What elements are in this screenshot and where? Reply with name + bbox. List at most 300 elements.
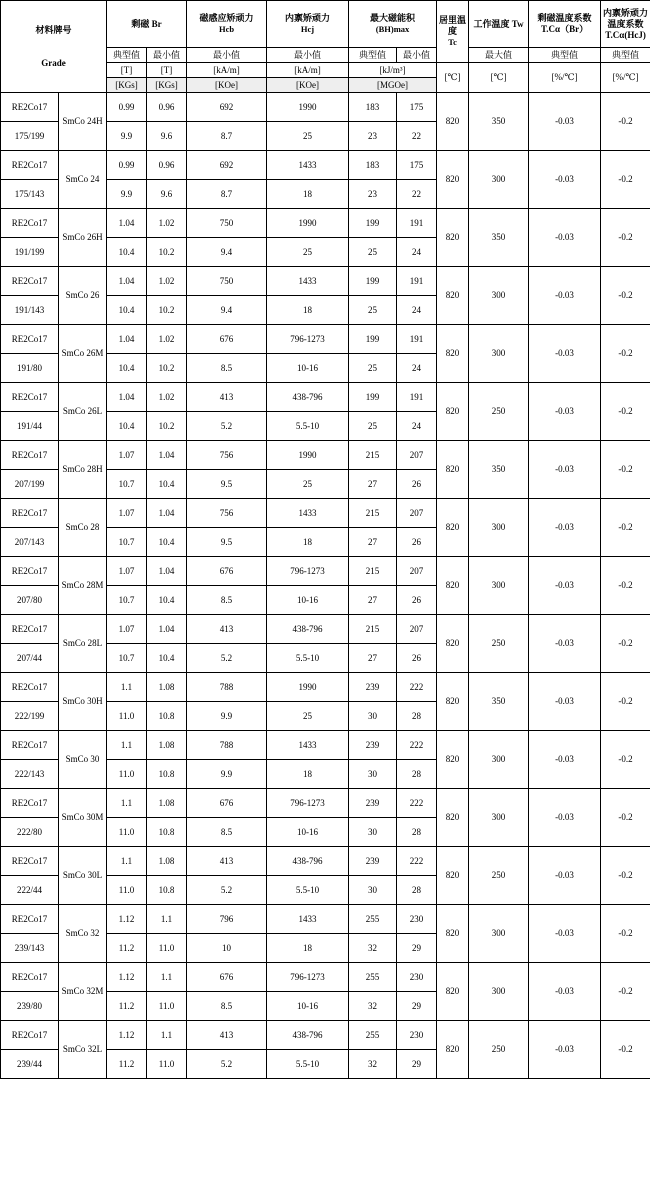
- br-typ-kgs: 11.2: [107, 934, 147, 963]
- work-temp: 300: [469, 731, 529, 789]
- br-min-kgs: 10.4: [147, 644, 187, 673]
- bh-typ-kj: 199: [349, 325, 397, 354]
- header-typ: 典型值: [349, 48, 397, 63]
- bh-min-kj: 230: [397, 1021, 437, 1050]
- temp-coef-hcj: -0.2: [601, 557, 650, 615]
- hcj-koe: 25: [267, 702, 349, 731]
- header-br: 剩磁 Br: [107, 1, 187, 48]
- bh-typ-mgoe: 30: [349, 760, 397, 789]
- hcj-koe: 5.5-10: [267, 876, 349, 905]
- curie-temp: 820: [437, 847, 469, 905]
- unit-c: [℃]: [437, 63, 469, 93]
- br-min-t: 0.96: [147, 151, 187, 180]
- work-temp: 300: [469, 499, 529, 557]
- hcj-ka: 1433: [267, 499, 349, 528]
- grade-code-sub: 207/143: [1, 528, 59, 557]
- br-typ-kgs: 11.0: [107, 702, 147, 731]
- work-temp: 300: [469, 905, 529, 963]
- br-min-kgs: 10.4: [147, 470, 187, 499]
- hcb-ka: 676: [187, 963, 267, 992]
- grade-code-sub: 239/143: [1, 934, 59, 963]
- bh-min-kj: 222: [397, 789, 437, 818]
- curie-temp: 820: [437, 615, 469, 673]
- br-typ-kgs: 10.7: [107, 644, 147, 673]
- hcj-koe: 25: [267, 470, 349, 499]
- br-min-kgs: 10.4: [147, 586, 187, 615]
- hcj-ka: 1433: [267, 151, 349, 180]
- br-typ-t: 1.1: [107, 731, 147, 760]
- bh-min-kj: 230: [397, 963, 437, 992]
- br-min-t: 1.08: [147, 789, 187, 818]
- hcb-koe: 8.5: [187, 992, 267, 1021]
- curie-temp: 820: [437, 441, 469, 499]
- unit-koe: [KOe]: [187, 78, 267, 93]
- hcj-koe: 10-16: [267, 586, 349, 615]
- br-typ-kgs: 9.9: [107, 122, 147, 151]
- br-typ-kgs: 11.0: [107, 760, 147, 789]
- hcj-ka: 796-1273: [267, 789, 349, 818]
- br-typ-t: 1.04: [107, 209, 147, 238]
- table-row: [1, 557, 650, 586]
- grade-name: SmCo 24H: [59, 93, 107, 151]
- grade-code-sub: 222/143: [1, 760, 59, 789]
- temp-coef-hcj: -0.2: [601, 1021, 650, 1079]
- work-temp: 300: [469, 267, 529, 325]
- temp-coef-br: -0.03: [529, 267, 601, 325]
- hcj-koe: 18: [267, 934, 349, 963]
- bh-min-mgoe: 24: [397, 296, 437, 325]
- br-min-t: 1.02: [147, 325, 187, 354]
- bh-typ-mgoe: 25: [349, 238, 397, 267]
- hcb-koe: 8.5: [187, 354, 267, 383]
- br-typ-t: 0.99: [107, 93, 147, 122]
- work-temp: 250: [469, 847, 529, 905]
- grade-name: SmCo 28H: [59, 441, 107, 499]
- temp-coef-hcj: -0.2: [601, 325, 650, 383]
- bh-min-mgoe: 26: [397, 586, 437, 615]
- header-min: 最小值: [187, 48, 267, 63]
- bh-typ-mgoe: 32: [349, 1050, 397, 1079]
- bh-min-kj: 222: [397, 731, 437, 760]
- br-typ-t: 1.1: [107, 789, 147, 818]
- bh-min-mgoe: 26: [397, 470, 437, 499]
- grade-code: RE2Co17: [1, 905, 59, 934]
- bh-typ-mgoe: 23: [349, 180, 397, 209]
- hcb-koe: 5.2: [187, 644, 267, 673]
- temp-coef-hcj: -0.2: [601, 789, 650, 847]
- hcb-ka: 796: [187, 905, 267, 934]
- curie-temp: 820: [437, 905, 469, 963]
- work-temp: 300: [469, 325, 529, 383]
- curie-temp: 820: [437, 789, 469, 847]
- hcj-koe: 25: [267, 122, 349, 151]
- grade-code: RE2Co17: [1, 789, 59, 818]
- bh-typ-mgoe: 30: [349, 702, 397, 731]
- grade-code-sub: 191/80: [1, 354, 59, 383]
- grade-code-sub: 191/199: [1, 238, 59, 267]
- hcj-ka: 1433: [267, 905, 349, 934]
- br-min-kgs: 11.0: [147, 934, 187, 963]
- br-min-t: 1.04: [147, 615, 187, 644]
- bh-typ-mgoe: 27: [349, 586, 397, 615]
- header-hcb: 磁感应矫顽力 Hcb: [187, 1, 267, 48]
- table-row: [1, 151, 650, 180]
- hcj-ka: 438-796: [267, 847, 349, 876]
- header-tc-hcj: 内禀矫顽力温度系数 T.Cα(HcJ): [601, 1, 650, 48]
- hcj-koe: 10-16: [267, 818, 349, 847]
- grade-name: SmCo 28L: [59, 615, 107, 673]
- table-row: [1, 383, 650, 412]
- unit-ka: [kA/m]: [267, 63, 349, 78]
- temp-coef-br: -0.03: [529, 557, 601, 615]
- table-row: [1, 673, 650, 702]
- temp-coef-hcj: -0.2: [601, 383, 650, 441]
- temp-coef-hcj: -0.2: [601, 963, 650, 1021]
- grade-code-sub: 222/44: [1, 876, 59, 905]
- bh-typ-mgoe: 32: [349, 992, 397, 1021]
- hcj-ka: 796-1273: [267, 325, 349, 354]
- bh-typ-mgoe: 23: [349, 122, 397, 151]
- unit-pct: [%/℃]: [529, 63, 601, 93]
- br-typ-kgs: 10.7: [107, 470, 147, 499]
- bh-min-mgoe: 29: [397, 1050, 437, 1079]
- hcj-ka: 438-796: [267, 383, 349, 412]
- hcb-ka: 676: [187, 557, 267, 586]
- bh-typ-mgoe: 25: [349, 412, 397, 441]
- unit-kj: [kJ/m³]: [349, 63, 437, 78]
- curie-temp: 820: [437, 557, 469, 615]
- br-min-t: 1.04: [147, 441, 187, 470]
- grade-code-sub: 175/143: [1, 180, 59, 209]
- bh-min-mgoe: 26: [397, 528, 437, 557]
- hcj-ka: 1990: [267, 673, 349, 702]
- grade-code-sub: 239/80: [1, 992, 59, 1021]
- hcj-ka: 1433: [267, 267, 349, 296]
- hcb-koe: 9.4: [187, 238, 267, 267]
- temp-coef-br: -0.03: [529, 905, 601, 963]
- temp-coef-br: -0.03: [529, 209, 601, 267]
- br-typ-kgs: 11.0: [107, 876, 147, 905]
- grade-name: SmCo 26L: [59, 383, 107, 441]
- curie-temp: 820: [437, 325, 469, 383]
- temp-coef-hcj: -0.2: [601, 267, 650, 325]
- bh-min-kj: 207: [397, 615, 437, 644]
- bh-typ-kj: 255: [349, 905, 397, 934]
- grade-code: RE2Co17: [1, 441, 59, 470]
- temp-coef-hcj: -0.2: [601, 905, 650, 963]
- bh-typ-kj: 183: [349, 151, 397, 180]
- bh-min-kj: 191: [397, 325, 437, 354]
- unit-t: [T]: [107, 63, 147, 78]
- hcb-ka: 413: [187, 615, 267, 644]
- grade-code-sub: 191/44: [1, 412, 59, 441]
- hcj-koe: 18: [267, 180, 349, 209]
- temp-coef-br: -0.03: [529, 847, 601, 905]
- bh-typ-kj: 255: [349, 1021, 397, 1050]
- bh-typ-kj: 239: [349, 847, 397, 876]
- hcb-ka: 676: [187, 325, 267, 354]
- br-typ-kgs: 10.4: [107, 238, 147, 267]
- bh-typ-mgoe: 27: [349, 644, 397, 673]
- unit-kgs: [KGs]: [107, 78, 147, 93]
- work-temp: 350: [469, 93, 529, 151]
- unit-mgoe: [MGOe]: [349, 78, 437, 93]
- bh-min-mgoe: 29: [397, 992, 437, 1021]
- bh-typ-mgoe: 27: [349, 470, 397, 499]
- grade-code: RE2Co17: [1, 325, 59, 354]
- br-typ-t: 1.12: [107, 905, 147, 934]
- hcb-ka: 750: [187, 209, 267, 238]
- hcb-ka: 788: [187, 673, 267, 702]
- bh-typ-kj: 215: [349, 441, 397, 470]
- hcj-koe: 18: [267, 528, 349, 557]
- br-typ-kgs: 11.2: [107, 992, 147, 1021]
- hcb-koe: 5.2: [187, 412, 267, 441]
- bh-min-mgoe: 28: [397, 760, 437, 789]
- curie-temp: 820: [437, 93, 469, 151]
- grade-code: RE2Co17: [1, 499, 59, 528]
- temp-coef-hcj: -0.2: [601, 731, 650, 789]
- work-temp: 300: [469, 963, 529, 1021]
- br-typ-t: 1.04: [107, 383, 147, 412]
- br-typ-kgs: 10.7: [107, 528, 147, 557]
- hcb-koe: 5.2: [187, 876, 267, 905]
- br-min-kgs: 10.8: [147, 876, 187, 905]
- br-min-t: 1.02: [147, 267, 187, 296]
- temp-coef-hcj: -0.2: [601, 441, 650, 499]
- header-tc-br: 剩磁温度系数 T.Cα（Br）: [529, 1, 601, 48]
- grade-name: SmCo 30M: [59, 789, 107, 847]
- table-row: [1, 441, 650, 470]
- bh-typ-kj: 215: [349, 615, 397, 644]
- header-tc: 居里温度 Tc: [437, 1, 469, 63]
- hcb-koe: 9.9: [187, 702, 267, 731]
- hcj-koe: 10-16: [267, 992, 349, 1021]
- br-typ-t: 1.1: [107, 847, 147, 876]
- bh-min-mgoe: 28: [397, 818, 437, 847]
- header-min: 最小值: [397, 48, 437, 63]
- grade-code-sub: 222/199: [1, 702, 59, 731]
- header-typ: 典型值: [529, 48, 601, 63]
- br-typ-kgs: 10.4: [107, 412, 147, 441]
- grade-code: RE2Co17: [1, 209, 59, 238]
- bh-min-kj: 207: [397, 441, 437, 470]
- hcb-ka: 756: [187, 499, 267, 528]
- grade-code-sub: 191/143: [1, 296, 59, 325]
- work-temp: 350: [469, 673, 529, 731]
- grade-code: RE2Co17: [1, 93, 59, 122]
- temp-coef-hcj: -0.2: [601, 673, 650, 731]
- table-row: [1, 905, 650, 934]
- hcb-koe: 9.5: [187, 528, 267, 557]
- curie-temp: 820: [437, 1021, 469, 1079]
- br-min-kgs: 10.2: [147, 238, 187, 267]
- header-min: 最小值: [267, 48, 349, 63]
- table-row: [1, 325, 650, 354]
- grade-name: SmCo 32M: [59, 963, 107, 1021]
- bh-min-mgoe: 24: [397, 354, 437, 383]
- br-min-t: 1.04: [147, 557, 187, 586]
- temp-coef-hcj: -0.2: [601, 615, 650, 673]
- bh-min-kj: 207: [397, 557, 437, 586]
- hcb-koe: 9.9: [187, 760, 267, 789]
- br-min-kgs: 11.0: [147, 1050, 187, 1079]
- table-row: [1, 209, 650, 238]
- temp-coef-br: -0.03: [529, 789, 601, 847]
- unit-koe: [KOe]: [267, 78, 349, 93]
- hcj-koe: 5.5-10: [267, 412, 349, 441]
- hcj-ka: 1990: [267, 209, 349, 238]
- br-typ-t: 0.99: [107, 151, 147, 180]
- table-row: [1, 963, 650, 992]
- bh-min-kj: 175: [397, 93, 437, 122]
- unit-ka: [kA/m]: [187, 63, 267, 78]
- unit-kgs: [KGs]: [147, 78, 187, 93]
- temp-coef-br: -0.03: [529, 325, 601, 383]
- table-row: [1, 1021, 650, 1050]
- curie-temp: 820: [437, 731, 469, 789]
- hcj-ka: 1990: [267, 441, 349, 470]
- temp-coef-hcj: -0.2: [601, 151, 650, 209]
- curie-temp: 820: [437, 209, 469, 267]
- bh-min-mgoe: 22: [397, 122, 437, 151]
- br-min-kgs: 11.0: [147, 992, 187, 1021]
- grade-name: SmCo 30L: [59, 847, 107, 905]
- hcj-ka: 438-796: [267, 615, 349, 644]
- bh-typ-kj: 199: [349, 209, 397, 238]
- temp-coef-br: -0.03: [529, 1021, 601, 1079]
- temp-coef-br: -0.03: [529, 383, 601, 441]
- br-typ-kgs: 11.0: [107, 818, 147, 847]
- grade-name: SmCo 32L: [59, 1021, 107, 1079]
- hcj-koe: 25: [267, 238, 349, 267]
- bh-typ-kj: 239: [349, 673, 397, 702]
- br-typ-t: 1.04: [107, 325, 147, 354]
- hcj-koe: 5.5-10: [267, 1050, 349, 1079]
- bh-min-mgoe: 29: [397, 934, 437, 963]
- hcj-koe: 5.5-10: [267, 644, 349, 673]
- grade-code-sub: 175/199: [1, 122, 59, 151]
- temp-coef-br: -0.03: [529, 615, 601, 673]
- br-min-kgs: 10.8: [147, 760, 187, 789]
- temp-coef-br: -0.03: [529, 93, 601, 151]
- grade-code-sub: 207/44: [1, 644, 59, 673]
- bh-typ-kj: 239: [349, 731, 397, 760]
- header-tw: 工作温度 Tw: [469, 1, 529, 48]
- bh-typ-kj: 239: [349, 789, 397, 818]
- table-row: [1, 499, 650, 528]
- work-temp: 300: [469, 151, 529, 209]
- br-min-t: 0.96: [147, 93, 187, 122]
- grade-name: SmCo 26M: [59, 325, 107, 383]
- br-min-t: 1.08: [147, 731, 187, 760]
- bh-typ-kj: 215: [349, 499, 397, 528]
- hcb-koe: 8.5: [187, 586, 267, 615]
- grade-code-sub: 207/80: [1, 586, 59, 615]
- table-row: [1, 267, 650, 296]
- grade-name: SmCo 24: [59, 151, 107, 209]
- br-typ-kgs: 10.4: [107, 354, 147, 383]
- grade-code: RE2Co17: [1, 615, 59, 644]
- bh-min-kj: 222: [397, 673, 437, 702]
- hcb-koe: 9.5: [187, 470, 267, 499]
- temp-coef-br: -0.03: [529, 963, 601, 1021]
- hcj-ka: 1990: [267, 93, 349, 122]
- table-row: [1, 789, 650, 818]
- hcb-ka: 750: [187, 267, 267, 296]
- bh-min-kj: 175: [397, 151, 437, 180]
- work-temp: 350: [469, 441, 529, 499]
- curie-temp: 820: [437, 963, 469, 1021]
- hcb-ka: 413: [187, 847, 267, 876]
- hcb-ka: 788: [187, 731, 267, 760]
- grade-code: RE2Co17: [1, 267, 59, 296]
- bh-min-kj: 207: [397, 499, 437, 528]
- grade-code: RE2Co17: [1, 673, 59, 702]
- header-max: 最大值: [469, 48, 529, 63]
- br-typ-t: 1.12: [107, 1021, 147, 1050]
- hcj-ka: 1433: [267, 731, 349, 760]
- bh-min-kj: 191: [397, 267, 437, 296]
- br-min-t: 1.08: [147, 673, 187, 702]
- bh-min-mgoe: 26: [397, 644, 437, 673]
- temp-coef-hcj: -0.2: [601, 499, 650, 557]
- temp-coef-hcj: -0.2: [601, 847, 650, 905]
- bh-typ-mgoe: 27: [349, 528, 397, 557]
- grade-code: RE2Co17: [1, 557, 59, 586]
- curie-temp: 820: [437, 151, 469, 209]
- br-min-kgs: 10.2: [147, 412, 187, 441]
- grade-code: RE2Co17: [1, 963, 59, 992]
- bh-min-kj: 222: [397, 847, 437, 876]
- br-min-t: 1.02: [147, 383, 187, 412]
- bh-min-mgoe: 22: [397, 180, 437, 209]
- br-min-kgs: 10.2: [147, 296, 187, 325]
- hcj-ka: 796-1273: [267, 557, 349, 586]
- br-min-t: 1.1: [147, 963, 187, 992]
- work-temp: 250: [469, 615, 529, 673]
- bh-min-mgoe: 24: [397, 238, 437, 267]
- bh-min-kj: 191: [397, 383, 437, 412]
- temp-coef-hcj: -0.2: [601, 93, 650, 151]
- bh-typ-kj: 215: [349, 557, 397, 586]
- bh-min-kj: 230: [397, 905, 437, 934]
- work-temp: 250: [469, 1021, 529, 1079]
- grade-code: RE2Co17: [1, 383, 59, 412]
- bh-typ-kj: 199: [349, 267, 397, 296]
- br-min-kgs: 10.4: [147, 528, 187, 557]
- grade-code-sub: 207/199: [1, 470, 59, 499]
- work-temp: 350: [469, 209, 529, 267]
- header-min: 最小值: [147, 48, 187, 63]
- br-typ-kgs: 9.9: [107, 180, 147, 209]
- hcb-koe: 8.7: [187, 180, 267, 209]
- temp-coef-br: -0.03: [529, 673, 601, 731]
- table-row: [1, 93, 650, 122]
- bh-typ-kj: 255: [349, 963, 397, 992]
- hcb-ka: 413: [187, 1021, 267, 1050]
- br-typ-t: 1.1: [107, 673, 147, 702]
- bh-typ-mgoe: 25: [349, 296, 397, 325]
- hcj-koe: 18: [267, 760, 349, 789]
- bh-min-kj: 191: [397, 209, 437, 238]
- bh-typ-mgoe: 25: [349, 354, 397, 383]
- grade-code-sub: 222/80: [1, 818, 59, 847]
- temp-coef-br: -0.03: [529, 151, 601, 209]
- grade-name: SmCo 30H: [59, 673, 107, 731]
- bh-typ-mgoe: 30: [349, 818, 397, 847]
- grade-name: SmCo 26: [59, 267, 107, 325]
